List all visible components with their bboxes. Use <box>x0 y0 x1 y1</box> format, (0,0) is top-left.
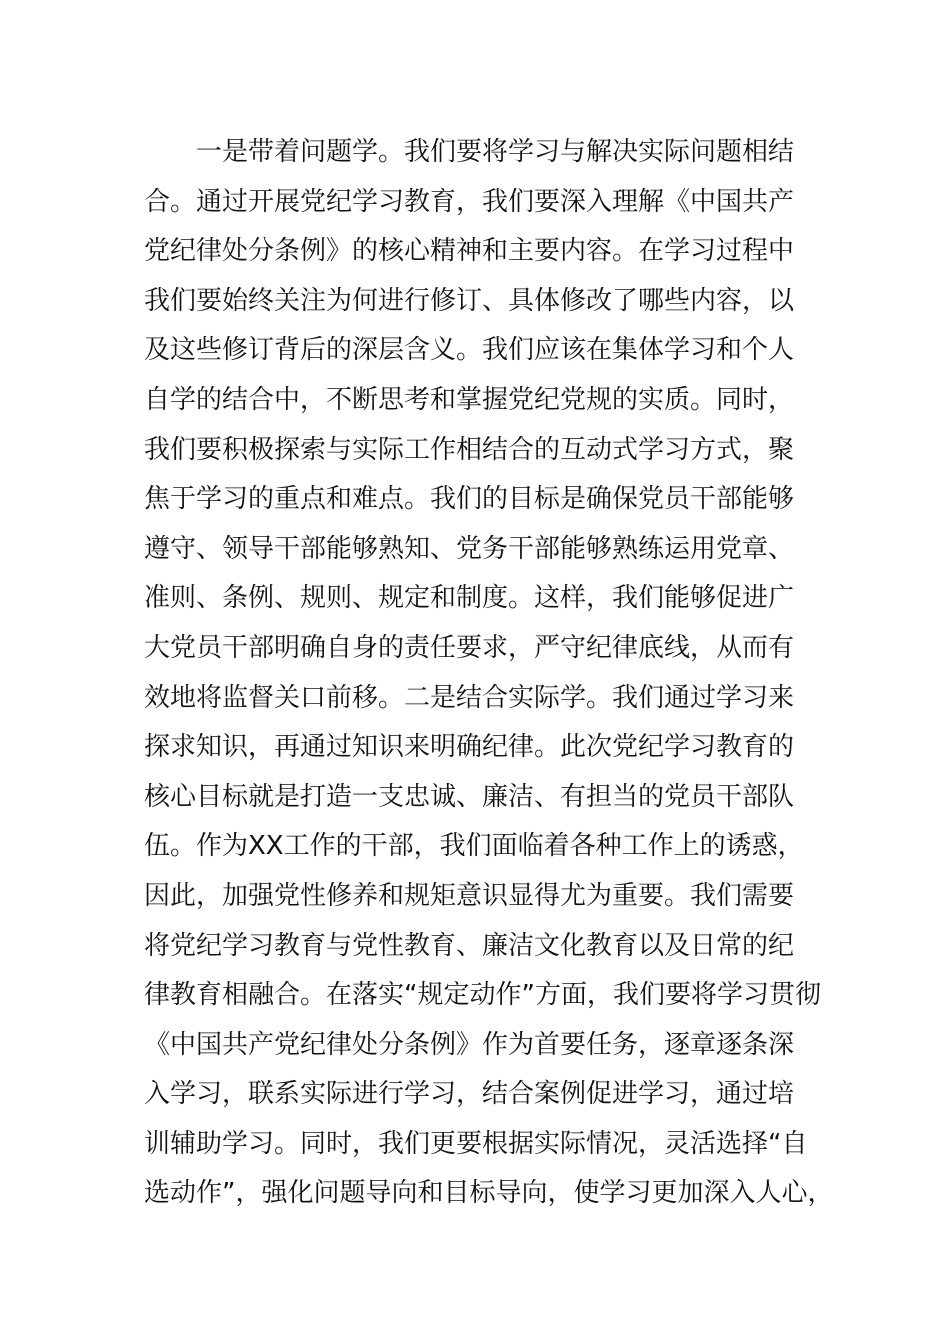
paragraph-line: 《中国共产党纪律处分条例》作为首要任务，逐章逐条深 <box>144 1029 795 1060</box>
paragraph-line: 我们要积极探索与实际工作相结合的互动式学习方式，聚 <box>144 434 795 465</box>
paragraph-line: 探求知识，再通过知识来明确纪律。此次党纪学习教育的 <box>144 732 795 763</box>
paragraph-line: 我们要始终关注为何进行修订、具体修改了哪些内容，以 <box>144 285 795 316</box>
paragraph-line: 合。通过开展党纪学习教育，我们要深入理解《中国共产 <box>144 186 795 217</box>
paragraph-line: 核心目标就是打造一支忠诚、廉洁、有担当的党员干部队 <box>144 781 795 812</box>
paragraph-line: 训辅助学习。同时，我们更要根据实际情况，灵活选择“自 <box>144 1128 808 1159</box>
paragraph-line: 伍。作为XX工作的干部，我们面临着各种工作上的诱惑， <box>144 831 804 862</box>
paragraph-line: 一是带着问题学。我们要将学习与解决实际问题相结 <box>196 137 795 167</box>
paragraph-line: 因此，加强党性修养和规矩意识显得尤为重要。我们需要 <box>144 880 795 911</box>
paragraph-line: 准则、条例、规则、规定和制度。这样，我们能够促进广 <box>144 583 795 614</box>
paragraph-line: 自学的结合中，不断思考和掌握党纪党规的实质。同时， <box>144 384 795 415</box>
paragraph-line: 入学习，联系实际进行学习，结合案例促进学习，通过培 <box>144 1079 795 1110</box>
paragraph-line: 将党纪学习教育与党性教育、廉洁文化教育以及日常的纪 <box>144 930 795 961</box>
paragraph-line: 选动作”，强化问题导向和目标导向，使学习更加深入人心， <box>144 1178 834 1209</box>
paragraph-line: 大党员干部明确自身的责任要求，严守纪律底线，从而有 <box>144 632 795 663</box>
paragraph-line: 效地将监督关口前移。二是结合实际学。我们通过学习来 <box>144 682 795 713</box>
paragraph-line: 及这些修订背后的深层含义。我们应该在集体学习和个人 <box>144 335 795 366</box>
paragraph-line: 焦于学习的重点和难点。我们的目标是确保党员干部能够 <box>144 484 795 515</box>
paragraph-line: 律教育相融合。在落实“规定动作”方面，我们要将学习贯彻 <box>144 980 821 1011</box>
paragraph-line: 党纪律处分条例》的核心精神和主要内容。在学习过程中 <box>144 236 795 267</box>
body-paragraph <box>144 128 834 1219</box>
paragraph-line: 遵守、领导干部能够熟知、党务干部能够熟练运用党章、 <box>144 533 795 564</box>
